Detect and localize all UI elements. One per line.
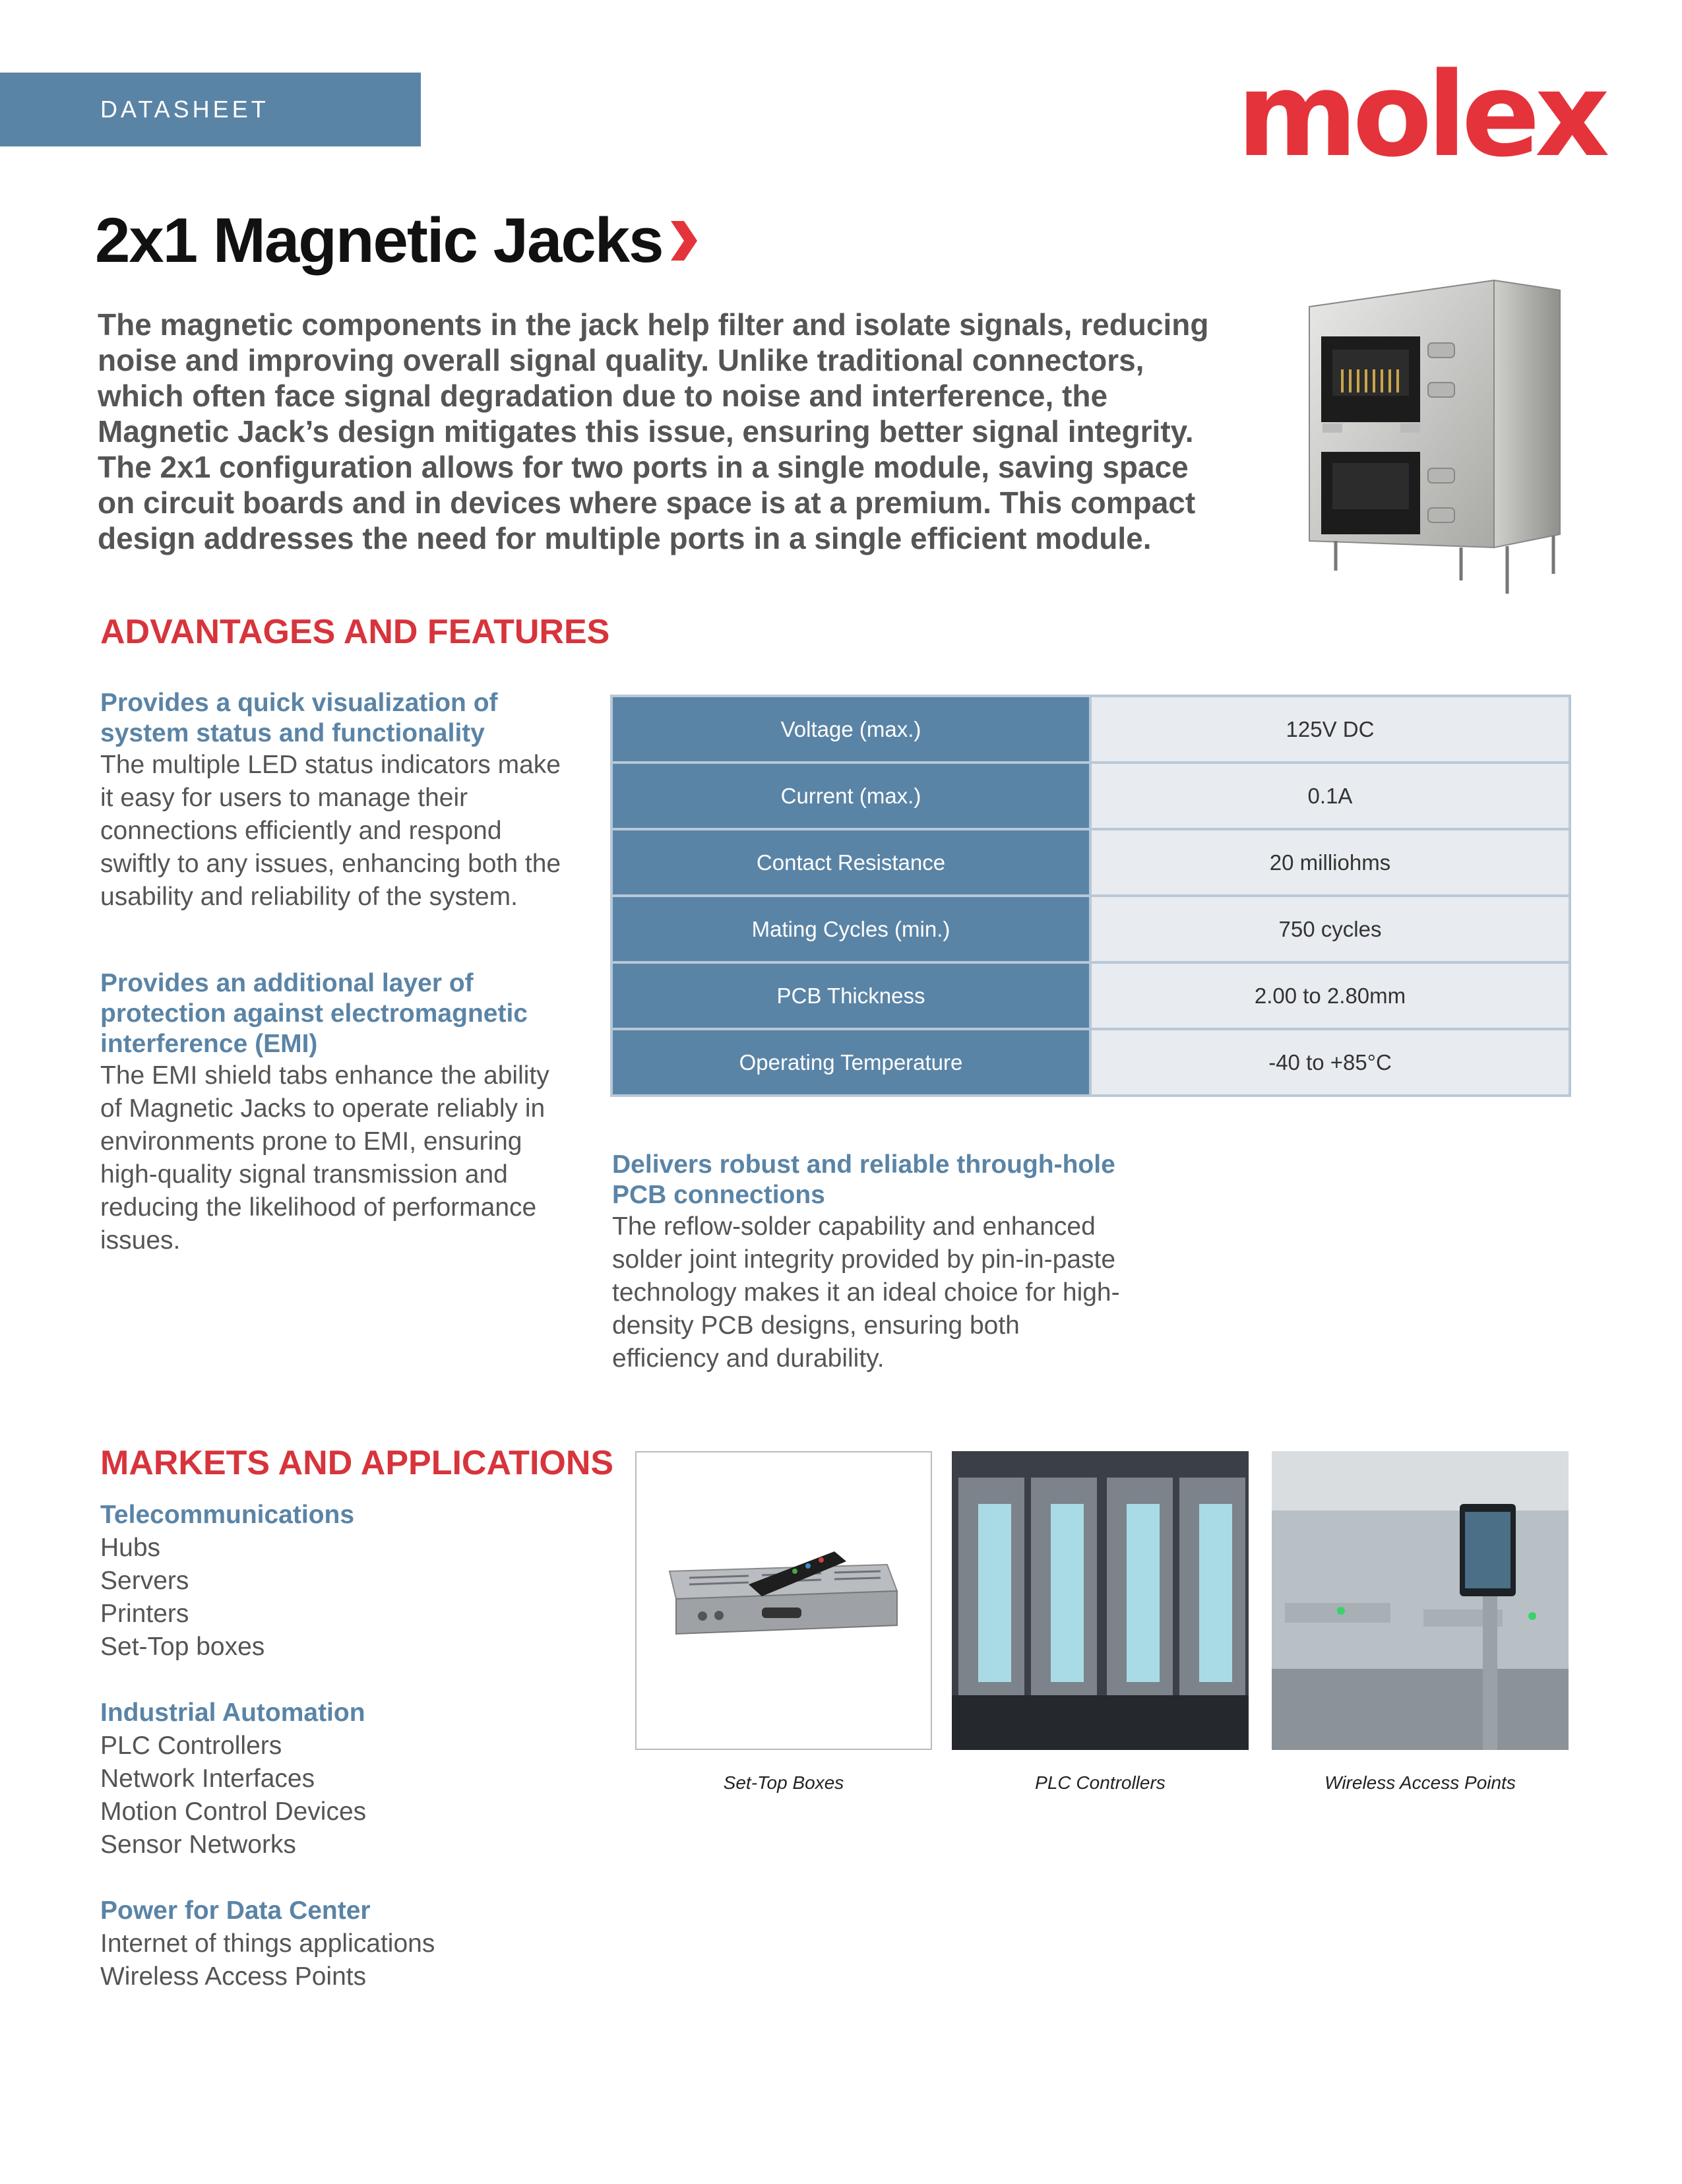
document-type-label: DATASHEET [0,73,421,146]
molex-logo: molex [1237,47,1605,183]
list-item: Sensor Networks [100,1830,296,1859]
table-row [611,896,1570,962]
photo-caption: PLC Controllers [1035,1772,1166,1793]
table-row [611,829,1570,896]
spec-value: 0.1A [1090,763,1570,829]
list-item: PLC Controllers [100,1732,282,1760]
feature-item [612,1150,1127,1375]
spec-value: 125V DC [1090,696,1570,763]
market-group-title: Power for Data Center [100,1896,371,1925]
intro-paragraph: The magnetic components in the jack help filter and isolate signals, reducing noise and improving overall signal quality. Unlike traditional connectors, which often face signal degradation due to noise and interference, the Magnetic Jack’s design mitigates this issue, ensuring better signal integrity. The 2x1 configuration allows for two ports in a single module, saving space on circuit boards and in devices where space is at a premium. This compact design addresses the need for multiple ports in a single efficient module. [98,307,1209,555]
advantages-heading: ADVANTAGES AND FEATURES [100,613,610,651]
spec-value: 20 milliohms [1090,829,1570,896]
feature-body: The multiple LED status indicators make it easy for users to manage their connections efficiently and respond swiftly to any issues, enhancing both the usability and reliability of the system. [100,751,561,911]
spec-label: Voltage (max.) [611,696,1090,763]
page-title [95,201,699,280]
spec-label: Contact Resistance [611,829,1090,896]
spec-label: Operating Temperature [611,1029,1090,1096]
list-item: Servers [100,1567,189,1595]
list-item: Set-Top boxes [100,1633,265,1661]
market-group [100,1697,562,1861]
feature-title: Delivers robust and reliable through-hole PCB connections [612,1150,1115,1209]
product-image [1296,270,1573,600]
chevron-right-icon [668,201,699,280]
list-item: Network Interfaces [100,1764,315,1793]
spec-label: Mating Cycles (min.) [611,896,1090,962]
feature-item [100,688,575,914]
table-row [611,1029,1570,1096]
market-group [100,1499,562,1664]
table-row [611,696,1570,763]
market-group [100,1894,562,1993]
page-title-text: 2x1 Magnetic Jacks [95,205,663,276]
list-item: Internet of things applications [100,1929,435,1958]
market-group-title: Industrial Automation [100,1699,365,1727]
list-item: Wireless Access Points [100,1962,367,1991]
spec-value: -40 to +85°C [1090,1029,1570,1096]
list-item: Printers [100,1600,189,1628]
plc-controllers-photo [952,1451,1249,1750]
list-item: Motion Control Devices [100,1797,367,1826]
table-row [611,962,1570,1029]
market-group-title: Telecommunications [100,1501,355,1529]
table-row [611,763,1570,829]
feature-item [100,968,575,1257]
spec-value: 750 cycles [1090,896,1570,962]
feature-body: The EMI shield tabs enhance the ability of Magnetic Jacks to operate reliably in environments prone to EMI, ensuring high-quality signal transmission and reducing the likelihood of performance issues. [100,1061,549,1255]
spec-label: PCB Thickness [611,962,1090,1029]
spec-table [610,695,1571,1097]
photo-caption: Wireless Access Points [1324,1772,1516,1793]
feature-title: Provides an additional layer of protection against electromagnetic interference (EMI) [100,969,528,1058]
feature-body: The reflow-solder capability and enhanced solder joint integrity provided by pin-in-paste technology makes it an ideal choice for high-density PCB designs, ensuring both efficiency and durability. [612,1212,1120,1373]
markets-heading: MARKETS AND APPLICATIONS [100,1444,614,1482]
list-item: Hubs [100,1534,161,1562]
wireless-access-points-photo [1272,1451,1569,1750]
photo-caption: Set-Top Boxes [723,1772,844,1793]
spec-value: 2.00 to 2.80mm [1090,962,1570,1029]
spec-label: Current (max.) [611,763,1090,829]
feature-title: Provides a quick visualization of system status and functionality [100,689,498,747]
set-top-box-photo [635,1451,932,1750]
